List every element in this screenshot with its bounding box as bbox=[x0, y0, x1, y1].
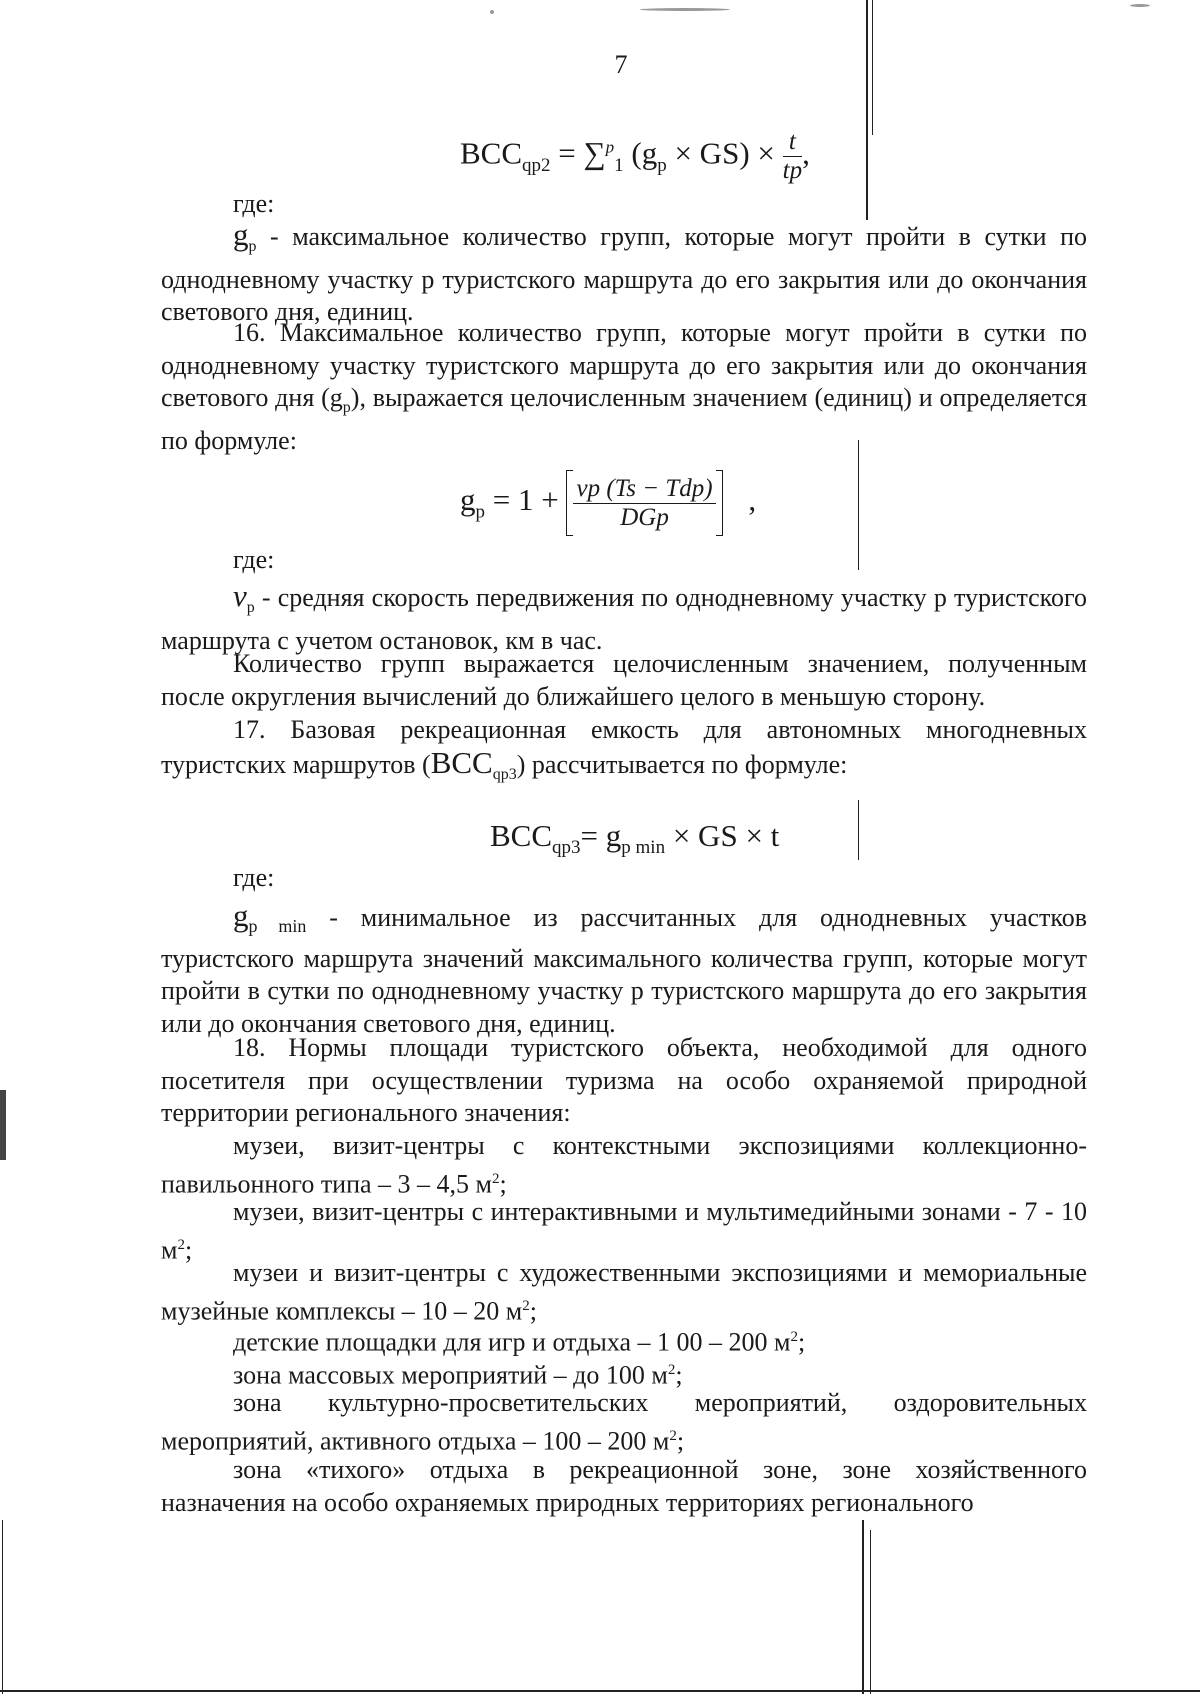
formula-gp-lhs: g bbox=[460, 482, 476, 518]
norm-item-6 bbox=[161, 1387, 1087, 1458]
norm-item-3 bbox=[161, 1257, 1087, 1328]
norm-item-3-sup: 2 bbox=[522, 1297, 530, 1314]
norm-item-5-end: ; bbox=[675, 1360, 683, 1390]
scan-speck bbox=[490, 10, 494, 14]
p17-symbol-sub: qp3 bbox=[492, 765, 517, 783]
formula-gp bbox=[460, 470, 756, 536]
scan-speck bbox=[1130, 4, 1150, 7]
norm-item-3-text: музеи и визит-центры с художественными экспозициями и мемориальные музейные комплексы – 10 – 20 м bbox=[161, 1258, 1087, 1326]
paragraph-gp-definition bbox=[161, 219, 1087, 329]
gp-symbol-sub: p bbox=[248, 238, 257, 256]
formula-gp-tail: , bbox=[748, 482, 757, 518]
formula-gp-lhs-sub: p bbox=[475, 501, 485, 523]
formula-bcc2-eq: = ∑ bbox=[558, 135, 606, 171]
formula-bcc-qp3 bbox=[490, 818, 779, 859]
scan-margin-line bbox=[858, 440, 859, 570]
where-label-1: где: bbox=[233, 189, 275, 218]
formula-bcc2-lhs: BCC bbox=[460, 135, 523, 171]
formula-bcc2-body: (g bbox=[631, 135, 658, 171]
norm-item-2-end: ; bbox=[184, 1235, 193, 1265]
gmin-symbol-sub: p min bbox=[248, 916, 307, 937]
formula-bcc2-tail: , bbox=[802, 135, 810, 171]
norm-item-1-sup: 2 bbox=[492, 1170, 500, 1187]
scan-margin-line bbox=[872, 0, 873, 135]
formula-gp-frac-den: DGp bbox=[620, 503, 669, 531]
vp-symbol-sub: p bbox=[246, 599, 255, 617]
gp-definition-text: - максимальное количество групп, которые могут пройти в сутки по однодневному участку р туристского маршрута до его закрытия или до окончания светового дня, единиц. bbox=[161, 222, 1087, 327]
where-label-2: где: bbox=[233, 545, 275, 574]
norm-item-1 bbox=[161, 1130, 1087, 1201]
paragraph-16 bbox=[161, 317, 1087, 457]
formula-gp-frac-num: vp (Ts − Tdp) bbox=[573, 475, 715, 504]
formula-bcc3-rest: × GS × t bbox=[672, 818, 780, 853]
where-label-3: где: bbox=[233, 863, 275, 892]
norm-item-5-sup: 2 bbox=[667, 1362, 676, 1378]
formula-bcc3-eq: = g bbox=[580, 818, 622, 853]
paragraph-18: 18. Нормы площади туристского объекта, необходимой для одного посетителя при осуществлении туризма на особо охраняемой природной территории регионального значения: bbox=[161, 1033, 1087, 1127]
norm-item-4-text: детские площадки для игр и отдыха – 1 00 – 200 м bbox=[233, 1327, 791, 1357]
gp-symbol: g bbox=[233, 217, 249, 252]
formula-bcc3-lhs: BCC bbox=[490, 818, 553, 853]
formula-gp-right-bracket bbox=[716, 470, 723, 536]
formula-bcc3-lhs-sub: qp3 bbox=[552, 837, 581, 859]
formula-bcc2-fraction bbox=[783, 128, 802, 185]
formula-bcc2-frac-num: t bbox=[783, 128, 802, 157]
p16-sub: p bbox=[342, 399, 351, 417]
formula-bcc2-body-sub: p bbox=[657, 154, 667, 176]
scan-speck bbox=[640, 8, 730, 11]
formula-bcc-qp2 bbox=[460, 128, 810, 185]
scan-margin-line bbox=[866, 0, 868, 220]
norm-item-1-text: музеи, визит-центры с контекстными экспозициями коллекционно-павильонного типа – 3 – 4,5 м bbox=[161, 1131, 1087, 1199]
gmin-definition-text: - минимальное из рассчитанных для однодневных участков туристского маршрута значений максимального количества групп, которые могут пройти в сутки по однодневному участку р туристского маршрута до его закрытия или до окончания светового дня, единиц. bbox=[161, 903, 1087, 1038]
formula-bcc3-g-sub: p min bbox=[621, 837, 666, 859]
norm-item-2-sup: 2 bbox=[177, 1236, 185, 1253]
norm-item-6-text: зона культурно-просветительских мероприятий, оздоровительных мероприятий, активного отдыха – 100 – 200 м bbox=[161, 1388, 1087, 1456]
p16-text: 16. Максимальное количество групп, которые могут пройти в сутки по однодневному участку туристского маршрута до его закрытия или до окончания светового дня (g bbox=[161, 318, 1087, 412]
paragraph-vp-definition bbox=[161, 580, 1087, 657]
formula-bcc2-sum-sub: 1 bbox=[614, 154, 624, 176]
norm-item-5-text: зона массовых мероприятий – до 100 м bbox=[233, 1360, 668, 1390]
norm-item-2-text: музеи, визит-центры с интерактивными и мультимедийными зонами - 7 - 10 м bbox=[161, 1197, 1087, 1265]
p17-symbol: BCC bbox=[430, 744, 493, 780]
scan-margin-line bbox=[858, 800, 859, 860]
formula-bcc2-frac-den: tp bbox=[782, 157, 803, 184]
paragraph-quiet-zone: зона «тихого» отдыха в рекреационной зоне, зоне хозяйственного назначения на особо охраняемых природных территориях регионального bbox=[161, 1455, 1087, 1517]
scan-edge-line bbox=[2, 1520, 3, 1694]
norm-item-6-end: ; bbox=[676, 1426, 685, 1456]
norm-item-1-end: ; bbox=[499, 1169, 507, 1199]
paragraph-gmin-definition bbox=[161, 900, 1087, 1040]
paragraph-17 bbox=[161, 714, 1087, 791]
norm-item-6-sup: 2 bbox=[669, 1427, 677, 1444]
formula-gp-left-bracket bbox=[566, 470, 573, 536]
formula-bcc2-body-rest: × GS) × bbox=[674, 135, 775, 171]
p17-text-a: 17. Базовая рекреационная емкость для автономных многодневных туристских маршрутов ( bbox=[161, 715, 1087, 779]
formula-gp-eq: = 1 + bbox=[492, 482, 559, 518]
paragraph-group-count: Количество групп выражается целочисленным значением, полученным после округления вычислений до ближайшего целого в меньшую сторону. bbox=[161, 649, 1087, 711]
formula-bcc2-sum-sup: p bbox=[605, 137, 615, 157]
norm-item-4-end: ; bbox=[797, 1327, 806, 1357]
vp-symbol: v bbox=[233, 578, 247, 613]
formula-gp-fraction bbox=[573, 475, 715, 532]
p16-rest: ), выражается целочисленным значением (единиц) и определяется по формуле: bbox=[161, 383, 1087, 455]
scan-edge-mark bbox=[0, 1090, 6, 1160]
vp-definition-text: - средняя скорость передвижения по однодневному участку р туристского маршрута с учетом остановок, км в час. bbox=[161, 583, 1087, 655]
scan-margin-line bbox=[870, 1530, 871, 1694]
page-number: 7 bbox=[614, 50, 628, 79]
norm-item-3-end: ; bbox=[529, 1296, 537, 1326]
scan-margin-line bbox=[862, 1520, 864, 1694]
p17-text-b: ) рассчитывается по формуле: bbox=[516, 749, 848, 779]
norm-item-4-sup: 2 bbox=[790, 1329, 798, 1345]
scan-bottom-line bbox=[0, 1690, 1200, 1692]
formula-bcc2-lhs-sub: qp2 bbox=[522, 154, 551, 176]
gmin-symbol: g bbox=[233, 898, 249, 933]
